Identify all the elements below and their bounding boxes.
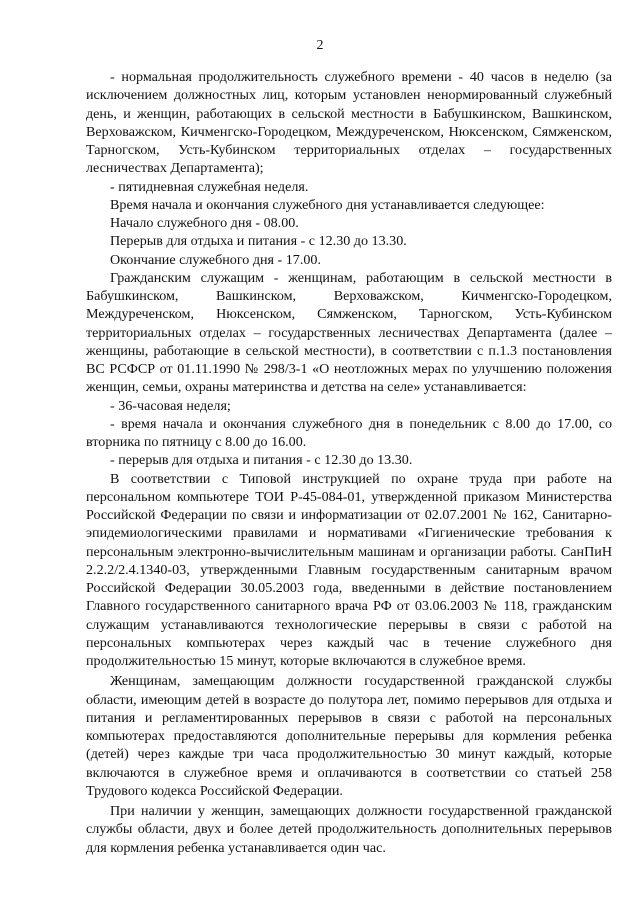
paragraph-five-day-week: - пятидневная служебная неделя. [110, 178, 309, 195]
paragraph-multiple-children: При наличии у женщин, замещающих должности государственной гражданской службы области, двух и более детей продолжительность дополнительных перерывов для кормления ребенка устанавливается один час. [86, 803, 612, 856]
paragraph-computer-breaks: В соответствии с Типовой инструкцией по охране труда при работе на персональном компьютере ТОИ Р-45-084-01, утвержденной приказом Министерства Российской Федерации по связи и информатизации от 02.07.2001 № 162, Санитарно-эпидемиологическими правилами и нормативами «Гигиенические требования к персональным электронно-вычислительным машинам и организации работы. СанПиН 2.2.2/2.4.1340-03, утвержденными Главным государственным санитарным врачом Российской Федерации 30.05.2003 года, введенными в действие постановлением Главного государственного санитарного врача РФ от 03.06.2003 № 118, гражданским служащим устанавливаются технологические перерывы в связи с работой на персональных компьютерах через каждый час в течение служебного дня продолжительностью 15 минут, которые включаются в служебное время. [86, 470, 612, 669]
paragraph-rural-lunch: - перерыв для отдыха и питания - с 12.30 до 13.30. [110, 452, 413, 469]
document-body [86, 68, 612, 857]
paragraph-rural-women: Гражданским служащим - женщинам, работающим в сельской местности в Бабушкинском, Вашкинском, Верховажском, Кичменгско-Городецком, Междуреченском, Нюксенском, Сямженском, Тарногском, Усть-Кубинском территориальных отделах – государственных лесничествах Департамента (далее – женщины, работающие в сельской местности), в соответствии с п.1.3 постановления ВС РСФСР от 01.11.1990 № 298/3-1 «О неотложных мерах по улучшению положения женщин, семьи, охраны материнства и детства на селе» устанавливается: [86, 269, 612, 396]
paragraph-work-time-norm: - нормальная продолжительность служебного времени - 40 часов в неделю (за исключением должностных лиц, которым установлен ненормированный служебный день, и женщин, работающих в сельской местности в Бабушкинском, Вашкинском, Верховажском, Кичменгско-Городецком, Междуреченском, Нюксенском, Сямженском, Тарногском, Усть-Кубинском территориальных отделах – государственных лесничествах Департамента); [86, 69, 612, 177]
paragraph-36-hour-week: - 36-часовая неделя; [110, 397, 231, 414]
page-number: 2 [316, 38, 324, 53]
paragraph-day-end: Окончание служебного дня - 17.00. [110, 251, 321, 268]
paragraph-feeding-breaks: Женщинам, замещающим должности государственной гражданской службы области, имеющим детей в возрасте до полутора лет, помимо перерывов для отдыха и питания и регламентированных перерывов в связи с работой на персональных компьютерах предоставляются дополнительные перерывы для кормления ребенка (детей) через каждые три часа продолжительностью 30 минут каждый, которые включаются в служебное время и оплачиваются в соответствии со статьей 258 Трудового кодекса Российской Федерации. [86, 673, 612, 799]
paragraph-start-end-intro: Время начала и окончания служебного дня устанавливается следующее: [110, 196, 545, 213]
paragraph-rural-schedule: - время начала и окончания служебного дня в понедельник с 8.00 до 17.00, со вторника по пятницу с 8.00 до 16.00. [86, 415, 612, 450]
paragraph-day-start: Начало служебного дня - 08.00. [110, 215, 299, 231]
paragraph-lunch-break: Перерыв для отдыха и питания - с 12.30 до 13.30. [110, 233, 407, 250]
